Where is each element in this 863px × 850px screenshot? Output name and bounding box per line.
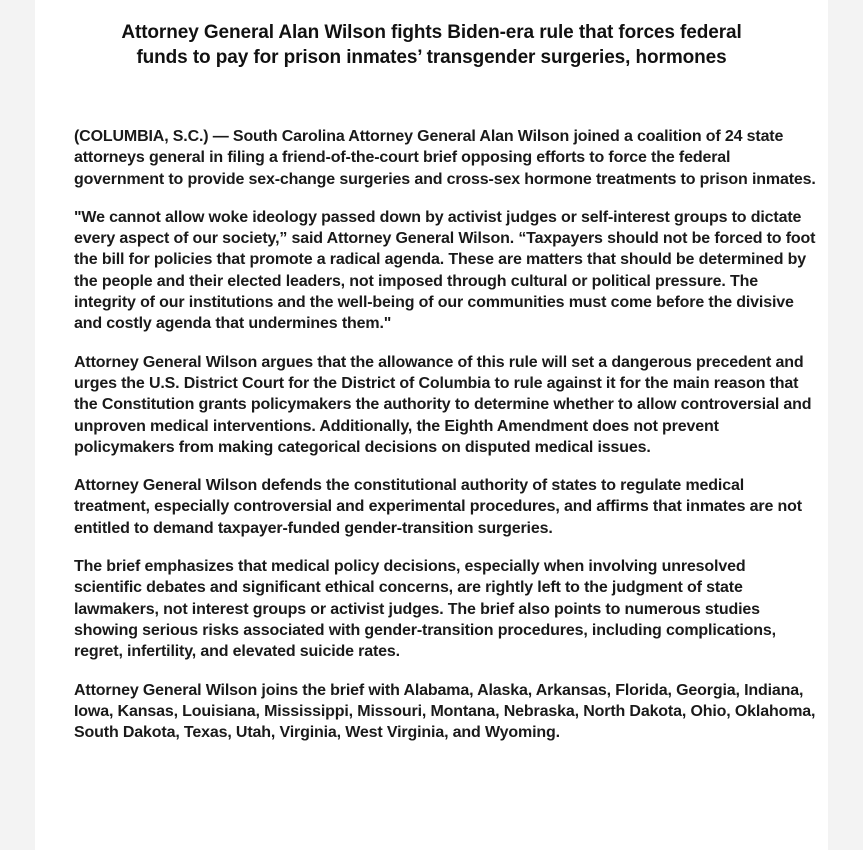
paragraph-argument: Attorney General Wilson argues that the allowance of this rule will set a dangerous precedent and urges the U.S. District Court for the District of Columbia to rule against it for the main reason that the Constitution grants policymakers the authority to determine whether to allow controversial and unproven medical interventions. Additionally, the Eighth Amendment does not prevent policymakers from making categorical decisions on disputed medical issues. (74, 353, 812, 456)
headline (43, 20, 820, 70)
paragraph-quote: "We cannot allow woke ideology passed down by activist judges or self-interest groups to dictate every aspect of our society,” said Attorney General Wilson. “Taxpayers should not be forced to foot the bill for policies that promote a radical agenda. These are matters that should be determined by the people and their elected leaders, not imposed through cultural or political pressure. The integrity of our institutions and the well-being of our communities must come before the divisive and costly agenda that undermines them." (74, 208, 816, 333)
paragraph-brief: The brief emphasizes that medical policy decisions, especially when involving unresolved scientific debates and significant ethical concerns, are rightly left to the judgment of state lawmakers, not interest groups or activist judges. The brief also points to numerous studies showing serious risks associated with gender-transition procedures, including complications, regret, infertility, and elevated suicide rates. (74, 558, 776, 661)
paragraph-dateline: (COLUMBIA, S.C.) — South Carolina Attorney General Alan Wilson joined a coalition of 24 state attorneys general in filing a friend-of-the-court brief opposing efforts to force the federal government to provide sex-change surgeries and cross-sex hormone treatments to prison inmates. (74, 128, 816, 188)
paragraph-states: Attorney General Wilson joins the brief with Alabama, Alaska, Arkansas, Florida, Georgia, Indiana, Iowa, Kansas, Louisiana, Mississippi, Missouri, Montana, Nebraska, North Dakota, Ohio, Oklahoma, South Dakota, Texas, Utah, Virginia, West Virginia, and Wyoming. (74, 681, 816, 742)
press-release-page (35, 0, 828, 850)
headline-line-1: Attorney General Alan Wilson fights Biden-era rule that forces federal (121, 22, 742, 43)
paragraph-authority: Attorney General Wilson defends the constitutional authority of states to regulate medical treatment, especially controversial and experimental procedures, and affirms that inmates are not entitled to demand taxpayer-funded gender-transition surgeries. (74, 477, 802, 537)
headline-line-2: funds to pay for prison inmates’ transgender surgeries, hormones (136, 47, 727, 68)
article-body (74, 126, 816, 760)
